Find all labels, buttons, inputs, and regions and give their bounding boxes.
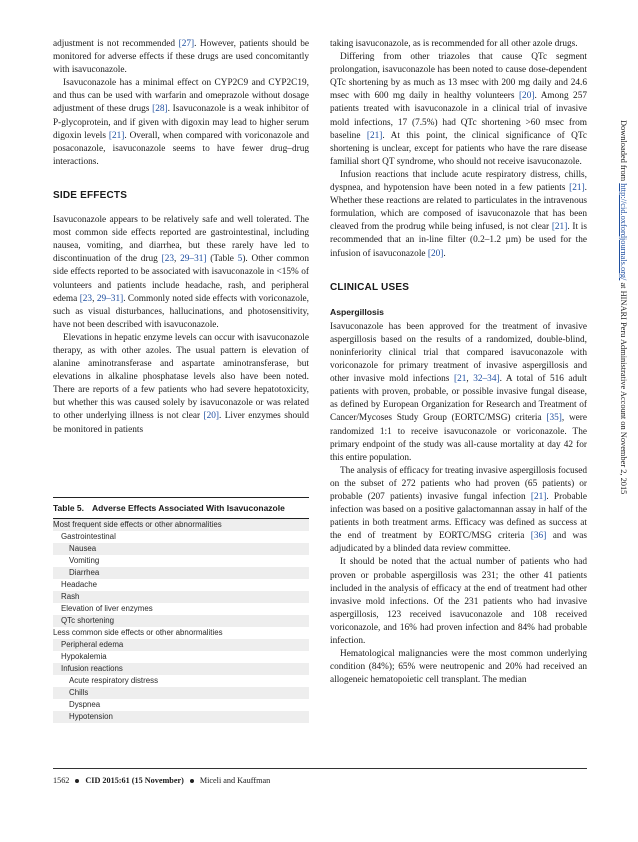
paragraph: Differing from other triazoles that cause QTc segment prolongation, isavuconazole has been noted to cause dose-dependent QTc shortening by as much as 13 msec with 200 mg daily and 24.6 msec with 600 mg daily in healthy volunteers [20]. Among 257 patients treated with isavuconazole in a clinical trial of invasive mold infections, 17 (7.5%) had QTc shortening >60 msec from baseline [21]. At this point, the clinical significance of QTc shortening is unclear, except for patients who have the rare disease familial short QT syndrome, who should not receive isavuconazole. <box>330 52 587 167</box>
table-body <box>53 519 309 723</box>
table-cell: Acute respiratory distress <box>69 676 159 686</box>
page-number: 1562 <box>53 776 70 785</box>
citation-link[interactable]: [21] <box>108 130 125 141</box>
table-cell: Less common side effects or other abnormalities <box>53 628 223 638</box>
table-row <box>53 567 309 579</box>
citation-link[interactable]: [20] <box>203 411 219 422</box>
bullet-icon <box>190 779 194 783</box>
table-row <box>53 543 309 555</box>
table-title: Adverse Effects Associated With Isavuconazole <box>92 503 285 514</box>
citation-link[interactable]: [20] <box>518 91 535 102</box>
table-cell: Nausea <box>53 543 309 555</box>
table-row <box>53 591 309 603</box>
table-row <box>53 555 309 567</box>
paragraph: It should be noted that the actual number of patients who had proven or probable aspergillosis was 231; the other 41 patients included in the analysis of efficacy at the end of treatment had other invasive mold infections. Of the 231 patients who had invasive aspergillosis, 123 received isavuconazole and 108 received voriconazole, and 16% had proven infection and 84% had probable infection. <box>330 557 587 647</box>
adverse-effects-table <box>53 497 309 723</box>
paragraph: Isavuconazole has a minimal effect on CYP2C9 and CYP2C19, and thus can be used with warfarin and omeprazole without dosage adjustment of these drugs [28]. Isavuconazole is a weak inhibitor of P-glycoprotein, and if given with digoxin may lead to higher serum digoxin levels [21]. Overall, when compared with voriconazole and posaconazole, isavuconazole seems to have fewer drug–drug interactions. <box>53 78 309 167</box>
table-cell: Peripheral edema <box>53 639 309 651</box>
paragraph: taking isavuconazole, as is recommended for all other azole drugs. <box>330 39 578 49</box>
table-cell: Elevation of liver enzymes <box>61 604 153 614</box>
citation-link[interactable]: [35] <box>546 413 562 424</box>
table-link[interactable]: 5 <box>237 254 243 265</box>
table-cell: Rash <box>53 591 309 603</box>
table-cell: Infusion reactions <box>53 663 309 675</box>
table-row <box>53 687 309 699</box>
paragraph: Infusion reactions that include acute respiratory distress, chills, dyspnea, and hypotension have been noted in a few patients [21]. Whether these reactions are related to particulates in the intravenous formulation, which are composed of isavuconazole that has been cleaved from the prodrug while being infused, is not clear [21]. It is recommended that an in-line filter (0.2–1.2 µm) be used for the infusion of isavuconazole [20]. <box>330 169 587 259</box>
table-cell: Gastrointestinal <box>61 532 116 542</box>
table-caption <box>53 498 309 518</box>
table-row <box>53 651 309 663</box>
table-row <box>53 603 309 615</box>
table-cell: Hypotension <box>53 711 309 723</box>
citation-link[interactable]: [28] <box>152 104 168 115</box>
table-cell: Chills <box>53 687 309 699</box>
paragraph: Isavuconazole has been approved for the treatment of invasive aspergillosis based on the results of a randomized, double-blind, noninferiority clinical trial that compared isavuconazole with voriconazole for primary treatment of invasive aspergillosis and other invasive mold infections [21, 32–34]. A total of 516 adult patients with proven, probable, or possible invasive fungal disease, as defined by European Organization for Research and Treatment of Cancer/Mycoses Study Group (EORTC/MSG) criteria [35], were randomized 1:1 to receive isavuconazole or voriconazole. The primary endpoint of the study was all-cause mortality at day 42 for this entire population. <box>330 321 588 463</box>
citation-link[interactable]: [21] <box>569 183 585 194</box>
citation-link[interactable]: [23 <box>79 293 93 304</box>
citation-link[interactable]: [21] <box>530 492 547 502</box>
table-cell: Headache <box>61 580 97 590</box>
journal-citation: CID 2015:61 (15 November) <box>85 776 184 785</box>
table-row <box>53 675 309 687</box>
table-label: Table 5. <box>53 503 85 514</box>
paragraph: The analysis of efficacy for treating invasive aspergillosis focused on the subset of 272 patients who had proven (65 patients) or probable (207 patients) invasive fungal infection [21]. Probable infection was based on a positive galactomannan assay in half of the patients in both treatment arms. Efficacy was defined as success at the end of treatment by EORTC/MSG criteria [36] and was adjudicated by a blinded data review committee. <box>330 465 588 555</box>
left-column <box>53 38 309 437</box>
paragraph: Isavuconazole appears to be relatively safe and well tolerated. The most common side effects reported are gastrointestinal, including nausea, vomiting, and diarrhea, but these rarely have led to discontinuation of the drug [23, 29–31] (Table 5). Other common side effects reported to be associated with isavuconazole in <15% of volunteers and patients include headache, rash, and peripheral edema [23, 29–31]. Commonly noted side effects with voriconazole, such as visual disturbances, hallucinations, and photosensitivity, have not been described with isavuconazole. <box>53 215 309 330</box>
citation-link[interactable]: [20] <box>427 248 444 259</box>
table-row <box>53 639 309 651</box>
bullet-icon <box>75 779 79 783</box>
citation-link[interactable]: [27] <box>178 39 195 49</box>
citation-link[interactable]: [36] <box>530 531 547 542</box>
table-row <box>53 579 309 591</box>
paragraph: Elevations in hepatic enzyme levels can occur with isavuconazole therapy, as with other azoles. The usual pattern is elevation of alanine aminotransferase and aspartate aminotransferase, but elevations in alkaline phosphatase levels also have been noted. There are reports of a few patients who had severe hepatotoxicity, but whether this was caused solely by isavuconazole or was related to other underlying illness is not clear [20]. Liver enzymes should be monitored in patients <box>53 332 310 435</box>
section-heading-clinical-uses: CLINICAL USES <box>330 281 410 293</box>
paragraph: adjustment is not recommended [27]. However, patients should be monitored for adverse effects if these drugs are used concomitantly with isavuconazole. <box>53 39 309 76</box>
table-row <box>53 627 309 639</box>
section-heading-side-effects: SIDE EFFECTS <box>53 189 128 201</box>
table-cell: Dyspnea <box>69 700 101 710</box>
table-row <box>53 615 309 627</box>
table-cell: Hypokalemia <box>61 652 107 662</box>
download-sidebar <box>616 120 630 720</box>
table-row <box>53 663 309 675</box>
citation-link[interactable]: [21] <box>551 222 568 233</box>
table-cell: Diarrhea <box>53 567 309 579</box>
table-row <box>53 699 309 711</box>
citation-link[interactable]: 29–31] <box>96 293 124 304</box>
download-notice: Downloaded from http://cid.oxfordjournals.org/ at HINARI Peru Administrative Account on November 2, 2015 <box>619 120 628 495</box>
citation-link[interactable]: [21] <box>366 130 383 141</box>
table-row <box>53 531 309 543</box>
footer-rule <box>53 768 587 769</box>
citation-link[interactable]: [23 <box>161 254 175 265</box>
table-cell: Vomiting <box>69 556 100 566</box>
table-cell: QTc shortening <box>53 615 309 627</box>
paragraph: Hematological malignancies were the most common underlying condition (84%); 65% were neutropenic and 20% had received an allogeneic hematopoietic cell transplant. The median <box>330 649 587 686</box>
journal-site-link[interactable]: http://cid.oxfordjournals.org/ <box>619 183 628 281</box>
page-footer <box>53 776 270 785</box>
table-cell: Most frequent side effects or other abnormalities <box>53 519 309 531</box>
table-row <box>53 519 309 531</box>
citation-link[interactable]: [21 <box>453 374 467 385</box>
table-row <box>53 711 309 723</box>
right-column <box>330 38 587 687</box>
subheading-aspergillosis: Aspergillosis <box>330 306 384 317</box>
citation-link[interactable]: 32–34] <box>473 374 500 385</box>
citation-link[interactable]: 29–31] <box>180 254 207 265</box>
authors: Miceli and Kauffman <box>199 776 271 785</box>
